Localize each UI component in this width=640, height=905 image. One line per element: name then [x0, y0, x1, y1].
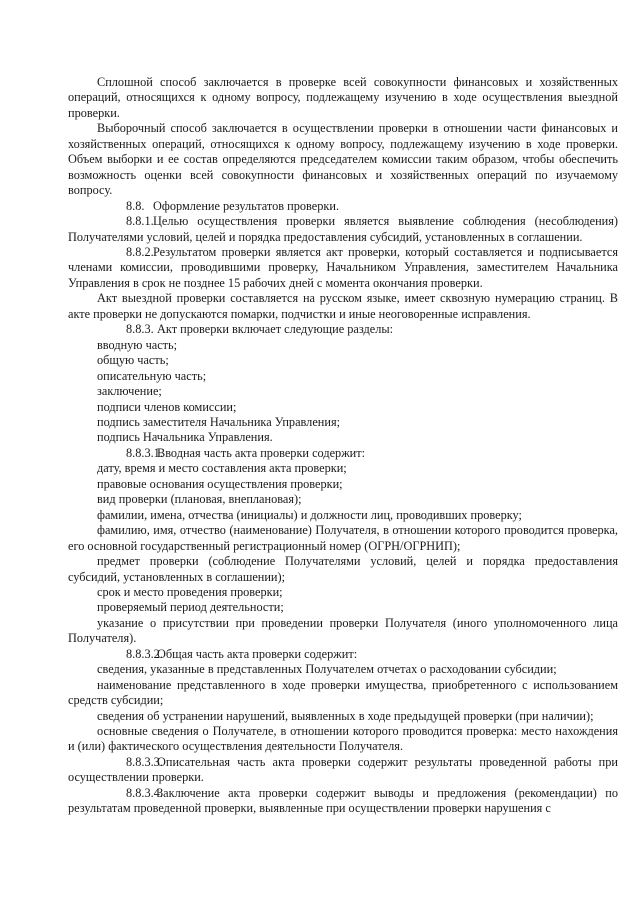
list-item: предмет проверки (соблюдение Получателями условий, целей и порядка предоставления субсидий, установленных в соглашении); — [68, 554, 618, 584]
section-text: Вводная часть акта проверки содержит: — [157, 445, 366, 460]
section-8-8-3-2 — [68, 647, 618, 662]
section-number: 8.8.3.1. — [126, 445, 163, 460]
section-8-8-2 — [68, 245, 618, 291]
section-number: 8.8. — [126, 198, 145, 213]
list-item: фамилию, имя, отчество (наименование) Получателя, в отношении которого проводится проверка, его основной государственный регистрационный номер (ОГРН/ОГРНИП); — [68, 523, 618, 553]
list-item: подписи членов комиссии; — [97, 399, 237, 414]
section-8-8-1 — [68, 214, 618, 245]
section-8-8-3-3 — [68, 755, 618, 786]
list-item: указание о присутствии при проведении проверки Получателя (иного уполномоченного лица Получателя). — [68, 615, 618, 646]
section-text: Описательная часть акта проверки содержит результаты проведенной работы при осуществлении проверки. — [68, 754, 618, 785]
section-number: 8.8.3.4. — [126, 785, 163, 800]
section-text: Заключение акта проверки содержит выводы и предложения (рекомендации) по результатам проведенной проверки, выявленные при осуществлении проверки нарушения с — [68, 785, 618, 816]
list-item: фамилии, имена, отчества (инициалы) и должности лиц, проводивших проверку; — [97, 507, 522, 522]
section-number: 8.8.3.2. — [126, 646, 163, 661]
section-8-8-3-1 — [68, 446, 618, 461]
section-8-8-3 — [68, 322, 618, 337]
list-item: подпись заместителя Начальника Управления; — [97, 414, 341, 429]
list-item: общую часть; — [97, 353, 169, 368]
list-item: дату, время и место составления акта проверки; — [97, 461, 347, 476]
section-number: 8.8.2. — [126, 244, 154, 259]
list-item: основные сведения о Получателе, в отношении которого проводится проверка: место нахождения и (или) фактического осуществления деятельности Получателя. — [68, 724, 618, 754]
list-item: наименование представленного в ходе проверки имущества, приобретенного с использованием средств субсидии; — [68, 677, 618, 708]
section-number: 8.8.1. — [126, 214, 154, 229]
list-item: подпись Начальника Управления. — [97, 430, 273, 445]
list-item: заключение; — [97, 384, 162, 399]
section-number: 8.8.3.3. — [126, 754, 163, 769]
section-8-8 — [68, 199, 618, 214]
list-item: описательную часть; — [97, 368, 207, 383]
paragraph-continuous-method: Сплошной способ заключается в проверке всей совокупности финансовых и хозяйственных операций, относящихся к одному вопросу, подлежащему изучению в ходе осуществления выездной проверки. — [68, 75, 618, 120]
section-heading: Оформление результатов проверки. — [153, 198, 340, 213]
section-number: 8.8.3. — [126, 322, 154, 337]
list-item: срок и место проведения проверки; — [97, 584, 283, 599]
list-item: сведения об устранении нарушений, выявленных в ходе предыдущей проверки (при наличии); — [97, 708, 594, 723]
paragraph-selective-method: Выборочный способ заключается в осуществлении проверки в отношении части финансовых и хозяйственных операций, относящихся к одному вопросу, подлежащему изучению в ходе проверки. Объем выборки и ее состав определяются председателем комиссии таким образом, чтобы обеспечить возможность оценки всей совокупности финансовых и хозяйственных операций по изучаемому вопросу. — [68, 121, 618, 198]
list-item: проверяемый период деятельности; — [97, 600, 284, 615]
section-text: Общая часть акта проверки содержит: — [157, 646, 358, 661]
section-text: Целью осуществления проверки является выявление соблюдения (несоблюдения) Получателями условий, целей и порядка предоставления субсидий, установленных в соглашении. — [68, 214, 618, 244]
list-item: вид проверки (плановая, внеплановая); — [97, 492, 302, 507]
document-page — [68, 75, 618, 817]
paragraph-act-language: Акт выездной проверки составляется на русском языке, имеет сквозную нумерацию страниц. В акте проверки не допускаются помарки, подчистки и иные неоговоренные исправления. — [68, 291, 618, 321]
list-item: правовые основания осуществления проверки; — [97, 476, 343, 491]
list-item: вводную часть; — [97, 337, 178, 352]
section-8-8-3-4 — [68, 786, 618, 817]
section-text: Акт проверки включает следующие разделы: — [157, 322, 394, 337]
section-text: Результатом проверки является акт проверки, который составляется и подписывается членами комиссии, проводившими проверку, Начальником Управления, заместителем Начальника Управления в срок не позднее 15 рабочих дней с момента окончания проверки. — [68, 244, 618, 290]
list-item: сведения, указанные в представленных Получателем отчетах о расходовании субсидии; — [97, 662, 557, 677]
